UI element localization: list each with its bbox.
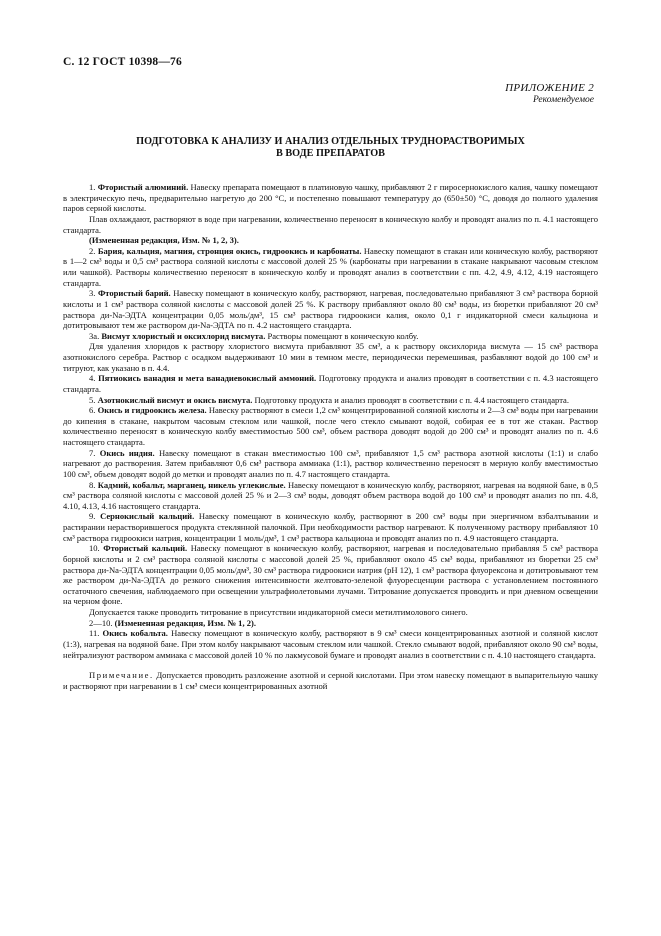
- paragraph-heading: Сернокислый кальций.: [100, 511, 195, 522]
- paragraph-heading: Окись индия.: [99, 447, 155, 458]
- paragraph: [63, 480, 598, 512]
- paragraph-heading: Окись и гидроокись железа.: [97, 405, 207, 416]
- paragraph-heading: Фтористый кальций.: [103, 543, 188, 554]
- paragraph-number: 6.: [89, 405, 96, 416]
- paragraph-number: 11.: [89, 628, 100, 639]
- paragraph: [63, 246, 598, 289]
- paragraph-text: Навеску помещают в коническую колбу, растворяют в 9 см³ смеси концентрированных азотной и соляной кислот (1:3), нагревая на водяной бане. При этом колбу накрывают часовым стеклом или чашкой. Стекло смывают водой, прибавляют около 90 см³ воды, нейтрализуют раствором аммиака с массовой долей 10 % по лакмусовой бумаге и проводят анализ в соответствии с п. 4.10 настоящего стандарта.: [63, 628, 599, 660]
- paragraph: [63, 511, 598, 543]
- paragraph-heading: Окись кобальта.: [102, 628, 168, 639]
- paragraph: [63, 618, 598, 629]
- paragraph: [63, 331, 598, 342]
- paragraph-number: 1.: [89, 182, 96, 192]
- paragraph: [63, 373, 598, 394]
- paragraph-text: Навеску помещают в стакан вместимостью 100 см³, прибавляют 1,5 см³ раствора азотной кислоты (1:1) и слабо нагревают до растворения. Затем прибавляют 0,6 см³ раствора аммиака (1:1), раствор количественно переносят в мерную колбу вместимостью 100 см³, объем доводят водой до метки и проводят анализ по п. 4.7 настоящего стандарта.: [63, 447, 598, 479]
- paragraph-number: 8.: [89, 479, 96, 490]
- paragraph: [63, 235, 598, 246]
- paragraph-text: Плав охлаждают, растворяют в воде при нагревании, количественно переносят в коническую колбу и проводят анализ по п. 4.1 настоящего стандарта.: [63, 213, 598, 235]
- paragraph-text: Навеску помещают в коническую колбу, растворяют в 200 см³ воды при энергичном взбалтывании и растирании нерастворившегося продукта стеклянной палочкой. При необходимости раствор нагревают. К полученному раствору прибавляют 10 см³ раствора гидроокиси натрия, концентрации 1 моль/дм³, 1 см³ раствора кальциона и проводят анализ по п. 4.9 настоящего стандарта.: [63, 511, 599, 543]
- paragraph-number: 4.: [89, 373, 96, 384]
- paragraph-text: Навеску препарата помещают в платиновую чашку, прибавляют 2 г пиросернокислого калия, чашку помещают в электрическую печь, предварительно нагретую до 200 °С, и постепенно повышают температуру до (650±50) °С, доводя до полного удаления паров серной кислоты.: [63, 182, 598, 214]
- paragraph-number: 5.: [89, 394, 96, 405]
- paragraph-number: 3а.: [89, 330, 100, 341]
- paragraph: [63, 607, 598, 618]
- paragraph-text: Навеску помещают в коническую колбу, растворяют, нагревая, последовательно прибавляют 3 см³ раствора борной кислоты и 1 см³ раствора соляной кислоты с массовой долей 25 %. К раствору прибавляют около 80 см³ воды, из бюретки прибавляют 20 см³ раствора ди-Na-ЭДТА концентрации 0,05 моль/дм³, 15 см³ раствора гидроокиси калия, около 0,1 г индикаторной смеси кальциона и дотитровывают тем же раствором ди-Na-ЭДТА по п. 4.2 настоящего стандарта.: [63, 288, 599, 331]
- paragraph-heading: Висмут хлористый и оксихлорид висмута.: [101, 330, 266, 341]
- note-label: Примечание.: [89, 670, 154, 681]
- paragraph: [63, 543, 598, 607]
- paragraph: [63, 288, 598, 331]
- appendix-status: Рекомендуемое: [532, 95, 594, 105]
- paragraph-heading: Бария, кальция, магния, стронция окись, гидроокись и карбонаты.: [97, 245, 362, 256]
- paragraph-text: Подготовку продукта и анализ проводят в соответствии с п. 4.3 настоящего стандарта.: [63, 373, 598, 394]
- paragraph: [63, 214, 598, 235]
- title-line-1: ПОДГОТОВКА К АНАЛИЗУ И АНАЛИЗ ОТДЕЛЬНЫХ ТРУДНОРАСТВОРИМЫХ: [136, 136, 525, 147]
- paragraph: [63, 341, 598, 373]
- paragraph-text: Навеску помещают в коническую колбу, растворяют, нагревая и последовательно прибавляя 5 см³ раствора борной кислоты и 2 см³ раствора соляной кислоты с массовой долей 25 %, прибавляют около 45 см³ воды, прибавляют из бюретки 25 см³ раствора ди-Na-ЭДТА концентрации 0,05 моль/дм³, 30 см³ раствора гидроокиси натрия (pH 12), 1 см³ раствора флуорексона и дотитровывают тем же раствором ди-Na-ЭДТА до резкого снижения интенсивности желтовато-зеленой флуоресценции раствора с установлением постоянного остаточного свечения, наблюдаемого при освещении ультрафиолетовыми лучами. Титрование допускается проводить и при дневном освещении на черном фоне.: [63, 543, 599, 607]
- paragraph-number: 2.: [89, 245, 96, 256]
- document-title: [63, 136, 598, 160]
- paragraph-text: Для удаления хлоридов к раствору хлористого висмута прибавляют 35 см³, а к раствору оксихлорида висмута — 15 см³ раствора азотнокислого серебра. Раствор с осадком выдерживают 10 мин в темном месте, периодически перемешивая, разбавляют водой до 100 см³ и титруют, как указано в п. 4.4.: [63, 341, 598, 373]
- paragraph-text: Навеску помещают в стакан или коническую колбу, растворяют в 1—2 см³ воды и 0,5 см³ раствора соляной кислоты с массовой долей 25 % (карбонаты при нагревании в стакане накрывают часовым стеклом или чашкой). Растворы количественно переносят в коническую колбу и проводят анализ в соответствии с пп. 4.2, 4.9, 4.12, 4.19 настоящего стандарта.: [63, 245, 598, 288]
- paragraph-heading: Пятиокись ванадия и мета ванадиевокислый аммоний.: [98, 373, 317, 384]
- appendix-block: [505, 82, 594, 105]
- paragraph: [63, 182, 598, 214]
- paragraph-heading: Кадмий, кобальт, марганец, никель углекислые.: [97, 479, 286, 490]
- title-line-2: В ВОДЕ ПРЕПАРАТОВ: [276, 148, 385, 159]
- paragraph-number: 10.: [89, 543, 100, 554]
- revision-note: (Измененная редакция, Изм. № 1, 2, 3).: [89, 235, 239, 246]
- paragraph-number: 2—10.: [89, 617, 113, 628]
- paragraph-text: Подготовку продукта и анализ проводят в соответствии с п. 4.4 настоящего стандарта.: [254, 394, 569, 405]
- paragraph-text: Растворы помещают в коническую колбу.: [267, 330, 419, 341]
- paragraph-number: 3.: [89, 288, 96, 299]
- document-body: [63, 182, 598, 691]
- paragraph: [63, 395, 598, 406]
- paragraph-text: Допускается также проводить титрование в присутствии индикаторной смеси метилтимолового синего.: [89, 607, 468, 617]
- paragraph-number: 7.: [89, 447, 96, 458]
- paragraph-heading: Азотнокислый висмут и окись висмута.: [97, 394, 253, 405]
- appendix-label: ПРИЛОЖЕНИЕ 2: [505, 82, 594, 94]
- revision-note: (Измененная редакция, Изм. № 1, 2).: [114, 617, 256, 628]
- paragraph-heading: Фтористый алюминий.: [97, 182, 189, 192]
- paragraph-text: Навеску растворяют в смеси 1,2 см³ концентрированной соляной кислоты и 2—3 см³ воды при нагревании до кипения в стакане, накрытом часовым стеклом или чашкой, после чего стекло смывают водой, собирая ее в тот же стакан. Раствор количественно переносят в коническую колбу вместимостью 500 см³, объем раствора доводят водой до 200 см³ и проводят анализ по п. 4.6 настоящего стандарта.: [63, 405, 598, 447]
- note-text: Допускается проводить разложение азотной и серной кислотами. При этом навеску помещают в выпарительную чашку и растворяют при нагревании в 1 см³ смеси концентрированных азотной: [63, 670, 598, 691]
- paragraph-heading: Фтористый барий.: [97, 288, 171, 299]
- paragraph: [63, 628, 598, 660]
- page-reference: С. 12 ГОСТ 10398—76: [63, 56, 182, 68]
- paragraph: [63, 448, 598, 480]
- paragraph-text: Навеску помещают в коническую колбу, растворяют, нагревая на водяной бане, в 0,5 см³ раствора соляной кислоты с массовой долей 25 % и 2—3 см³ воды, доводят объем раствора водой до 100 см³ и проводят анализ по пп. 4.8, 4.10, 4.13, 4.16 настоящего стандарта.: [63, 479, 599, 511]
- paragraph: [63, 405, 598, 448]
- note-paragraph: [63, 670, 598, 691]
- paragraph-number: 9.: [89, 511, 96, 522]
